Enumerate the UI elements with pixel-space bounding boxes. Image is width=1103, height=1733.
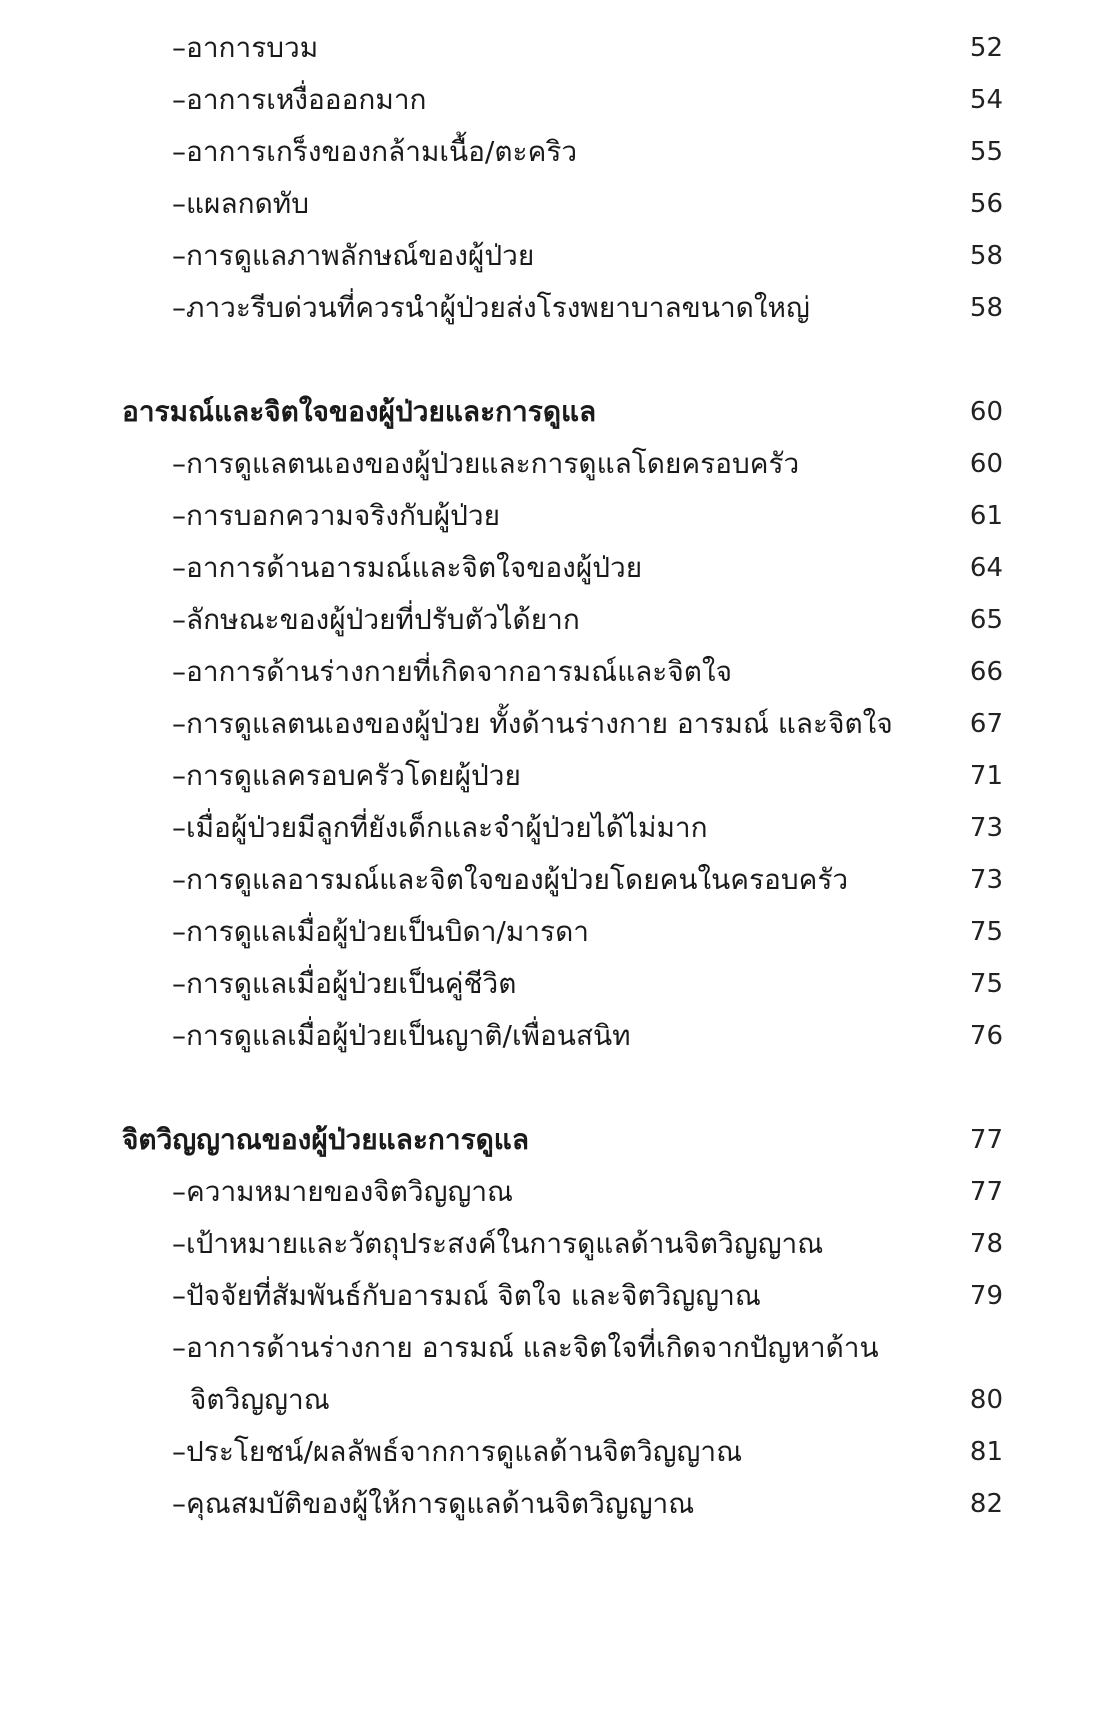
toc-entry-page: 80: [969, 1385, 1003, 1415]
toc-entry: [0, 800, 1103, 856]
toc-entry: [0, 852, 1103, 908]
toc-entry: [0, 488, 1103, 544]
toc-entry-label: –การดูแลตนเองของผู้ป่วยและการดูแลโดยครอบครัว: [172, 447, 800, 480]
toc-entry-page: 82: [969, 1489, 1003, 1519]
toc-entry-page: 75: [969, 969, 1003, 999]
toc-entry-page: 54: [969, 85, 1003, 115]
toc-entry-label: –การดูแลครอบครัวโดยผู้ป่วย: [172, 759, 521, 792]
toc-entry: [0, 696, 1103, 752]
toc-entry: [0, 748, 1103, 804]
toc-entry-label: –ปัจจัยที่สัมพันธ์กับอารมณ์ จิตใจ และจิตวิญญาณ: [172, 1279, 761, 1312]
toc-entry-label: –ลักษณะของผู้ป่วยที่ปรับตัวได้ยาก: [172, 603, 580, 636]
toc-entry-label: –การดูแลเมื่อผู้ป่วยเป็นคู่ชีวิต: [172, 967, 517, 1000]
toc-entry-continuation: [0, 1372, 1103, 1428]
toc-entry-emergency: [0, 280, 1103, 336]
section-heading-spirit: [0, 1112, 1103, 1168]
toc-entry-page: 73: [969, 865, 1003, 895]
toc-entry-label: –ประโยชน์/ผลลัพธ์จากการดูแลด้านจิตวิญญาณ: [172, 1435, 743, 1468]
toc-entry: [0, 1320, 1103, 1376]
section-page: 60: [969, 397, 1003, 427]
toc-entry: [0, 1476, 1103, 1532]
toc-entry: [0, 644, 1103, 700]
toc-entry-page: 58: [969, 241, 1003, 271]
toc-entry-page: 55: [969, 137, 1003, 167]
toc-entry-page: 78: [969, 1229, 1003, 1259]
toc-entry-pressure-sores: [0, 176, 1103, 232]
toc-entry-page: 67: [969, 709, 1003, 739]
toc-entry-page: 81: [969, 1437, 1003, 1467]
toc-entry-label: –การดูแลภาพลักษณ์ของผู้ป่วย: [172, 239, 535, 272]
toc-entry-page: 73: [969, 813, 1003, 843]
toc-entry: [0, 1216, 1103, 1272]
toc-entry-label: –อาการด้านร่างกายที่เกิดจากอารมณ์และจิตใจ: [172, 655, 732, 688]
toc-entry-label: –การบอกความจริงกับผู้ป่วย: [172, 499, 501, 532]
toc-entry-label: –ความหมายของจิตวิญญาณ: [172, 1175, 514, 1208]
toc-entry-label: –การดูแลตนเองของผู้ป่วย ทั้งด้านร่างกาย อารมณ์ และจิตใจ: [172, 707, 893, 740]
section-page: 77: [969, 1125, 1003, 1155]
toc-entry: [0, 592, 1103, 648]
section-title: อารมณ์และจิตใจของผู้ป่วยและการดูแล: [122, 395, 597, 428]
toc-entry-page: 65: [969, 605, 1003, 635]
toc-entry-muscle-cramps: [0, 124, 1103, 180]
toc-entry-label: –อาการบวม: [172, 31, 319, 64]
toc-entry-label: –เป้าหมายและวัตถุประสงค์ในการดูแลด้านจิตวิญญาณ: [172, 1227, 824, 1260]
toc-entry: [0, 956, 1103, 1012]
section-heading-emotion: [0, 384, 1103, 440]
toc-entry-label: –อาการด้านร่างกาย อารมณ์ และจิตใจที่เกิดจากปัญหาด้าน: [172, 1331, 879, 1364]
toc-entry-label: –ภาวะรีบด่วนที่ควรนำผู้ป่วยส่งโรงพยาบาลขนาดใหญ่: [172, 291, 810, 324]
toc-entry-page: 79: [969, 1281, 1003, 1311]
toc-entry-label: –การดูแลอารมณ์และจิตใจของผู้ป่วยโดยคนในครอบครัว: [172, 863, 849, 896]
toc-entry-label: –อาการเหงื่อออกมาก: [172, 83, 427, 116]
toc-entry-body-image: [0, 228, 1103, 284]
toc-entry: [0, 436, 1103, 492]
toc-entry-label: –อาการด้านอารมณ์และจิตใจของผู้ป่วย: [172, 551, 643, 584]
toc-entry-label: –อาการเกร็งของกล้ามเนื้อ/ตะคริว: [172, 135, 578, 168]
toc-entry-label: จิตวิญญาณ: [190, 1383, 330, 1416]
toc-entry-label: –การดูแลเมื่อผู้ป่วยเป็นบิดา/มารดา: [172, 915, 589, 948]
toc-entry-page: 56: [969, 189, 1003, 219]
toc-entry-label: –การดูแลเมื่อผู้ป่วยเป็นญาติ/เพื่อนสนิท: [172, 1019, 631, 1052]
toc-entry-page: 64: [969, 553, 1003, 583]
toc-entry: [0, 1268, 1103, 1324]
toc-entry-label: –เมื่อผู้ป่วยมีลูกที่ยังเด็กและจำผู้ป่วยได้ไม่มาก: [172, 811, 708, 844]
toc-entry-page: 76: [969, 1021, 1003, 1051]
toc-entry-page: 60: [969, 449, 1003, 479]
toc-entry-page: 61: [969, 501, 1003, 531]
toc-entry-page: 58: [969, 293, 1003, 323]
toc-entry-page: 66: [969, 657, 1003, 687]
section-title: จิตวิญญาณของผู้ป่วยและการดูแล: [122, 1123, 530, 1156]
toc-entry-page: 52: [969, 33, 1003, 63]
toc-entry: [0, 1424, 1103, 1480]
toc-entry: [0, 904, 1103, 960]
toc-entry-label: –แผลกดทับ: [172, 187, 309, 220]
toc-entry-label: –คุณสมบัติของผู้ให้การดูแลด้านจิตวิญญาณ: [172, 1487, 695, 1520]
toc-entry-sweating: [0, 72, 1103, 128]
toc-entry: [0, 540, 1103, 596]
toc-entry-swelling: [0, 20, 1103, 76]
toc-entry-page: 77: [969, 1177, 1003, 1207]
toc-entry: [0, 1008, 1103, 1064]
toc-entry-page: 71: [969, 761, 1003, 791]
toc-entry-page: 75: [969, 917, 1003, 947]
toc-entry: [0, 1164, 1103, 1220]
